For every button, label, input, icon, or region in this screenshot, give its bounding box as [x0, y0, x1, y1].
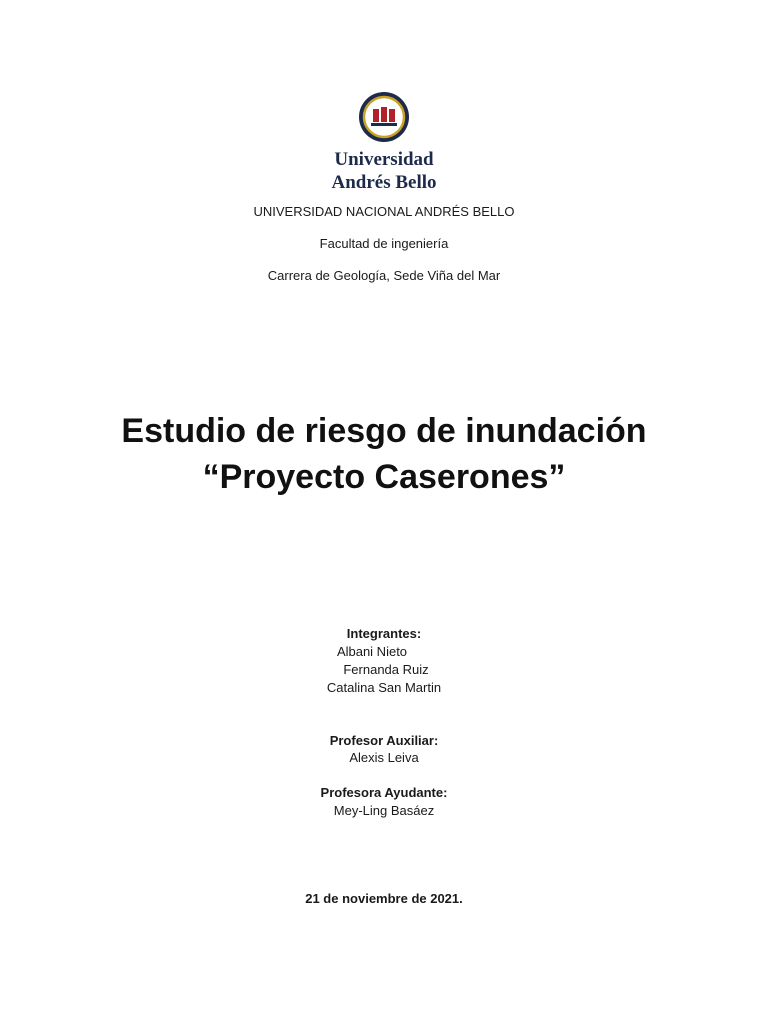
profesora-ayudante-name: Mey-Ling Basáez — [333, 803, 435, 818]
integrantes-heading: Integrantes: — [346, 626, 422, 641]
university-name: UNIVERSIDAD NACIONAL ANDRÉS BELLO — [253, 204, 515, 219]
university-seal-icon — [358, 88, 410, 146]
document-date: 21 de noviembre de 2021. — [305, 891, 463, 906]
profesora-ayudante-heading: Profesora Ayudante: — [320, 785, 448, 800]
profesor-auxiliar-name: Alexis Leiva — [349, 750, 419, 765]
logo-text-line2: Andrés Bello — [331, 172, 437, 193]
logo-text-line1: Universidad — [334, 149, 434, 170]
profesor-auxiliar-heading: Profesor Auxiliar: — [329, 733, 439, 748]
faculty-name: Facultad de ingeniería — [319, 236, 449, 251]
member-name: Albani Nieto — [336, 644, 408, 659]
career-name: Carrera de Geología, Sede Viña del Mar — [267, 268, 501, 283]
document-title-line2: “Proyecto Caserones” — [202, 458, 566, 496]
document-title-line1: Estudio de riesgo de inundación — [121, 412, 647, 450]
university-logo — [0, 88, 768, 192]
member-name: Fernanda Ruiz — [343, 662, 429, 677]
member-name: Catalina San Martin — [326, 680, 442, 695]
